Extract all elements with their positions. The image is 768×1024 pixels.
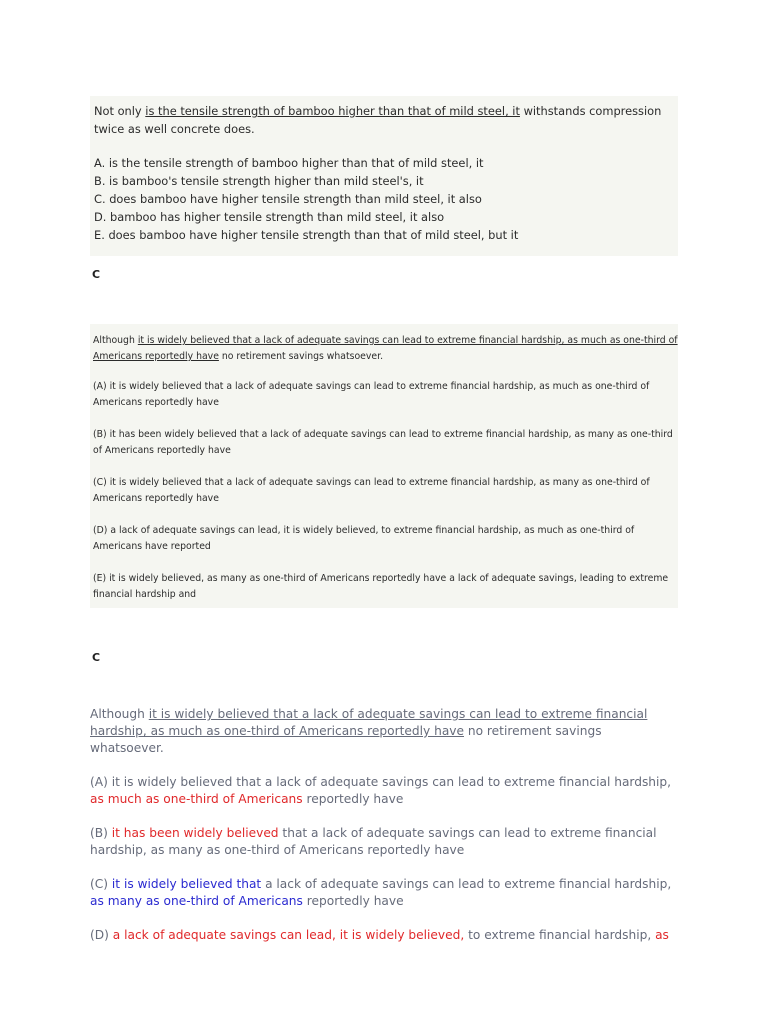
highlight-segment: as many as one-third of Americans bbox=[90, 894, 303, 908]
highlight-segment: (B) bbox=[90, 826, 112, 840]
stem-underlined-part: is the tensile strength of bamboo higher than that of mild steel, it bbox=[145, 104, 520, 118]
stem-suffix: withstands compression twice as well concrete does. bbox=[94, 104, 662, 136]
question-2-box bbox=[90, 324, 678, 608]
stem-underlined-part: it is widely believed that a lack of adequate savings can lead to extreme financial hardship, as much as one-third of Americans reportedly have bbox=[93, 335, 678, 362]
explanation-stem bbox=[90, 706, 678, 757]
highlight-segment: as bbox=[655, 928, 669, 942]
highlight-segment: a lack of adequate savings can lead, it is widely believed, bbox=[112, 928, 465, 942]
highlight-segment: it has been widely believed bbox=[111, 826, 279, 840]
highlight-segment: (A) it is widely believed that a lack of adequate savings can lead to extreme financial hardship, bbox=[90, 775, 672, 789]
option-c: (C) it is widely believed that a lack of adequate savings can lead to extreme financial hardship, as many as one-third of Americans reportedly have bbox=[93, 477, 650, 504]
question-2-stem bbox=[93, 333, 678, 365]
highlight-segment: to extreme financial hardship, bbox=[464, 928, 656, 942]
question-1-stem bbox=[94, 102, 678, 138]
option-b: (B) it has been widely believed that a lack of adequate savings can lead to extreme financial hardship, as many as one-third of Americans reportedly have bbox=[93, 429, 673, 456]
explanation-option-d bbox=[90, 927, 678, 944]
highlight-segment: reportedly have bbox=[302, 792, 404, 806]
explanation-block bbox=[90, 706, 678, 961]
explanation-option-a bbox=[90, 774, 678, 808]
stem-suffix: no retirement savings whatsoever. bbox=[90, 724, 602, 755]
stem-prefix: Although bbox=[90, 707, 149, 721]
stem-underlined-part: it is widely believed that a lack of adequate savings can lead to extreme financial hardship, as much as one-third of Americans reportedly have bbox=[90, 707, 648, 738]
option-e: E. does bamboo have higher tensile strength than that of mild steel, but it bbox=[94, 228, 519, 242]
highlight-segment: a lack of adequate savings can lead to extreme financial hardship, bbox=[261, 877, 672, 891]
answer-2: C bbox=[92, 651, 101, 664]
option-d: D. bamboo has higher tensile strength than mild steel, it also bbox=[94, 210, 445, 224]
question-1-box bbox=[90, 96, 678, 256]
option-a: A. is the tensile strength of bamboo higher than that of mild steel, it bbox=[94, 156, 484, 170]
explanation-option-c bbox=[90, 876, 678, 910]
stem-prefix: Although bbox=[93, 335, 138, 346]
highlight-segment: it is widely believed that bbox=[111, 877, 262, 891]
option-e: (E) it is widely believed, as many as one-third of Americans reportedly have a lack of adequate savings, leading to extreme financial hardship and bbox=[93, 573, 669, 600]
option-d: (D) a lack of adequate savings can lead, it is widely believed, to extreme financial hardship, as much as one-third of Americans have reported bbox=[93, 525, 635, 552]
option-c: C. does bamboo have higher tensile strength than mild steel, it also bbox=[94, 192, 482, 206]
highlight-segment: (D) bbox=[90, 928, 113, 942]
answer-1: C bbox=[92, 268, 101, 281]
highlight-segment: reportedly have bbox=[302, 894, 404, 908]
option-a: (A) it is widely believed that a lack of adequate savings can lead to extreme financial hardship, as much as one-third of Americans reportedly have bbox=[93, 381, 650, 408]
option-b: B. is bamboo's tensile strength higher than mild steel's, it bbox=[94, 174, 424, 188]
stem-suffix: no retirement savings whatsoever. bbox=[218, 351, 384, 362]
highlight-segment: as much as one-third of Americans bbox=[90, 792, 303, 806]
highlight-segment: (C) bbox=[90, 877, 112, 891]
highlight-segment: that a lack of adequate savings can lead to extreme financial hardship, as many as one-third of Americans reportedly have bbox=[90, 826, 657, 857]
stem-prefix: Not only bbox=[94, 104, 146, 118]
explanation-option-b bbox=[90, 825, 678, 859]
